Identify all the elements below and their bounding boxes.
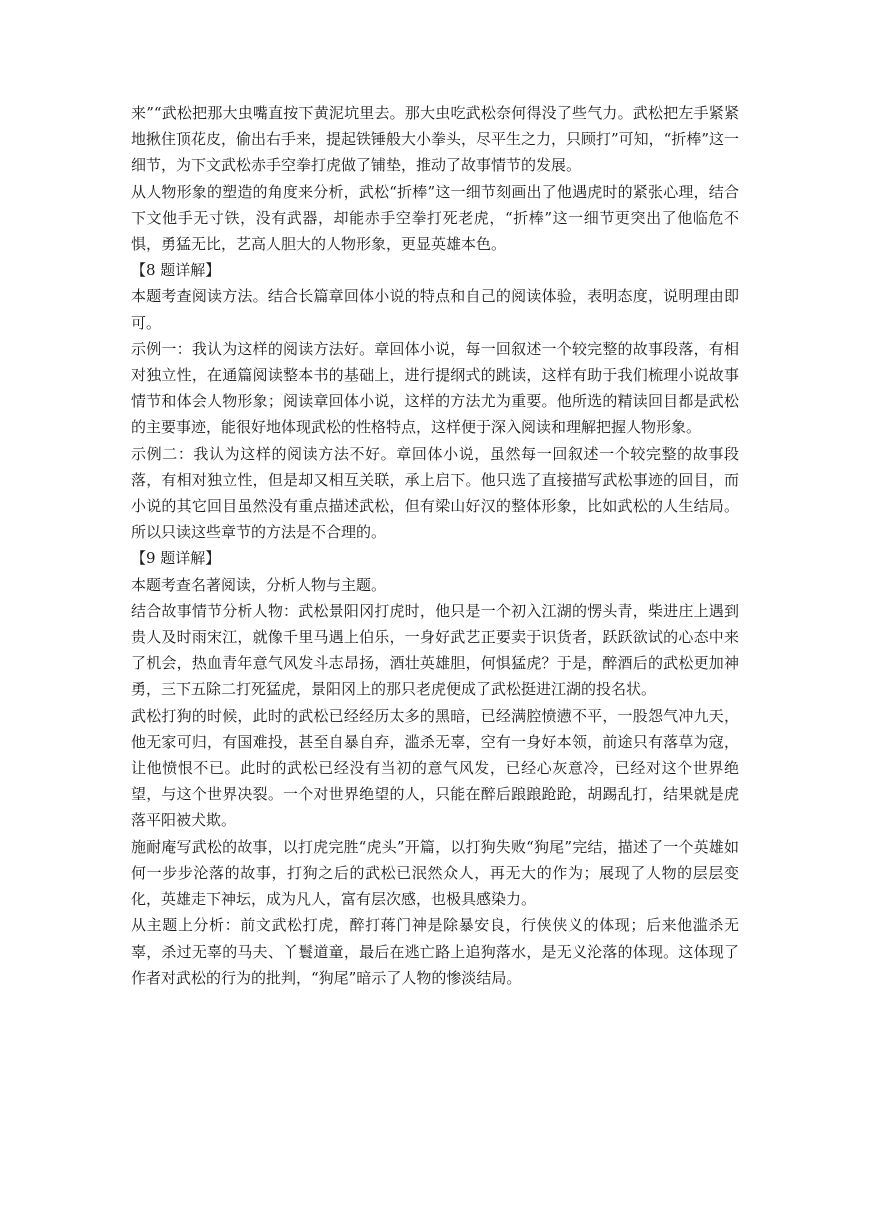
paragraph-1: 来”“武松把那大虫嘴直按下黄泥坑里去。那大虫吃武松奈何得没了些气力。武松把左手紧紧地揪住顶花皮，偷出右手来，提起铁锤般大小拳头，尽平生之力，只顾打”可知，“折棒”这一细节，为下文武松赤手空拳打虎做了铺垫，推动了故事情节的发展。 <box>131 104 740 175</box>
section-heading-8: 【8 题详解】 <box>131 261 221 280</box>
paragraph-9: 施耐庵写武松的故事，以打虎完胜“虎头”开篇，以打狗失败“狗尾”完结，描述了一个英雄如何一步步沦落的故事，打狗之后的武松已泯然众人，再无大的作为；展现了人物的层层变化，英雄走下神坛，成为凡人，富有层次感，也极具感染力。 <box>131 837 739 909</box>
document-page <box>131 100 739 991</box>
paragraph-2: 从人物形象的塑造的角度来分析，武松“折棒”这一细节刻画出了他遇虎时的紧张心理，结合下文他手无寸铁，没有武器，却能赤手空拳打死老虎，“折棒”这一细节更突出了他临危不惧，勇猛无比，艺高人胆大的人物形象，更显英雄本色。 <box>131 182 739 254</box>
section-heading-9: 【9 题详解】 <box>131 549 221 568</box>
paragraph-10: 从主题上分析：前文武松打虎，醉打蒋门神是除暴安良，行侠侠义的体现；后来他滥杀无辜，杀过无辜的马夫、丫鬟道童，最后在逃亡路上追狗落水，是无义沦落的体现。这体现了作者对武松的行为的批判，“狗尾”暗示了人物的惨淡结局。 <box>131 916 739 987</box>
paragraph-4: 示例一：我认为这样的阅读方法好。章回体小说，每一回叙述一个较完整的故事段落，有相对独立性，在通篇阅读整本书的基础上，进行提纲式的跳读，这样有助于我们梳理小说故事情节和体会人物形象；阅读章回体小说，这样的方法尤为重要。他所选的精读回目都是武松的主要事迹，能很好地体现武松的性格特点，这样便于深入阅读和理解把握人物形象。 <box>131 339 739 437</box>
paragraph-7: 结合故事情节分析人物：武松景阳冈打虎时，他只是一个初入江湖的愣头青，柴进庄上遇到贵人及时雨宋江，就像千里马遇上伯乐，一身好武艺正要卖于识货者，跃跃欲试的心态中来了机会，热血青年意气风发斗志昂扬，酒壮英雄胆，何惧猛虎？于是，醉酒后的武松更加神勇，三下五除二打死猛虎，景阳冈上的那只老虎便成了武松挺进江湖的投名状。 <box>131 601 739 699</box>
paragraph-8: 武松打狗的时候，此时的武松已经经历太多的黑暗，已经满腔愤懑不平，一股怨气冲九天，他无家可归，有国难投，甚至自暴自弃，滥杀无辜，空有一身好本领，前途只有落草为寇，让他愤恨不已。此时的武松已经没有当初的意气风发，已经心灰意冷，已经对这个世界绝望，与这个世界决裂。一个对世界绝望的人，只能在醉后踉踉跄跄，胡踢乱打，结果就是虎落平阳被犬欺。 <box>131 706 739 830</box>
paragraph-3: 本题考查阅读方法。结合长篇章回体小说的特点和自己的阅读体验，表明态度，说明理由即可。 <box>131 287 739 332</box>
paragraph-5: 示例二：我认为这样的阅读方法不好。章回体小说，虽然每一回叙述一个较完整的故事段落，有相对独立性，但是却又相互关联，承上启下。他只选了直接描写武松事迹的回目，而小说的其它回目虽然没有重点描述武松，但有梁山好汉的整体形象，比如武松的人生结局。所以只读这些章节的方法是不合理的。 <box>131 444 739 542</box>
paragraph-6: 本题考查名著阅读，分析人物与主题。 <box>131 575 387 594</box>
